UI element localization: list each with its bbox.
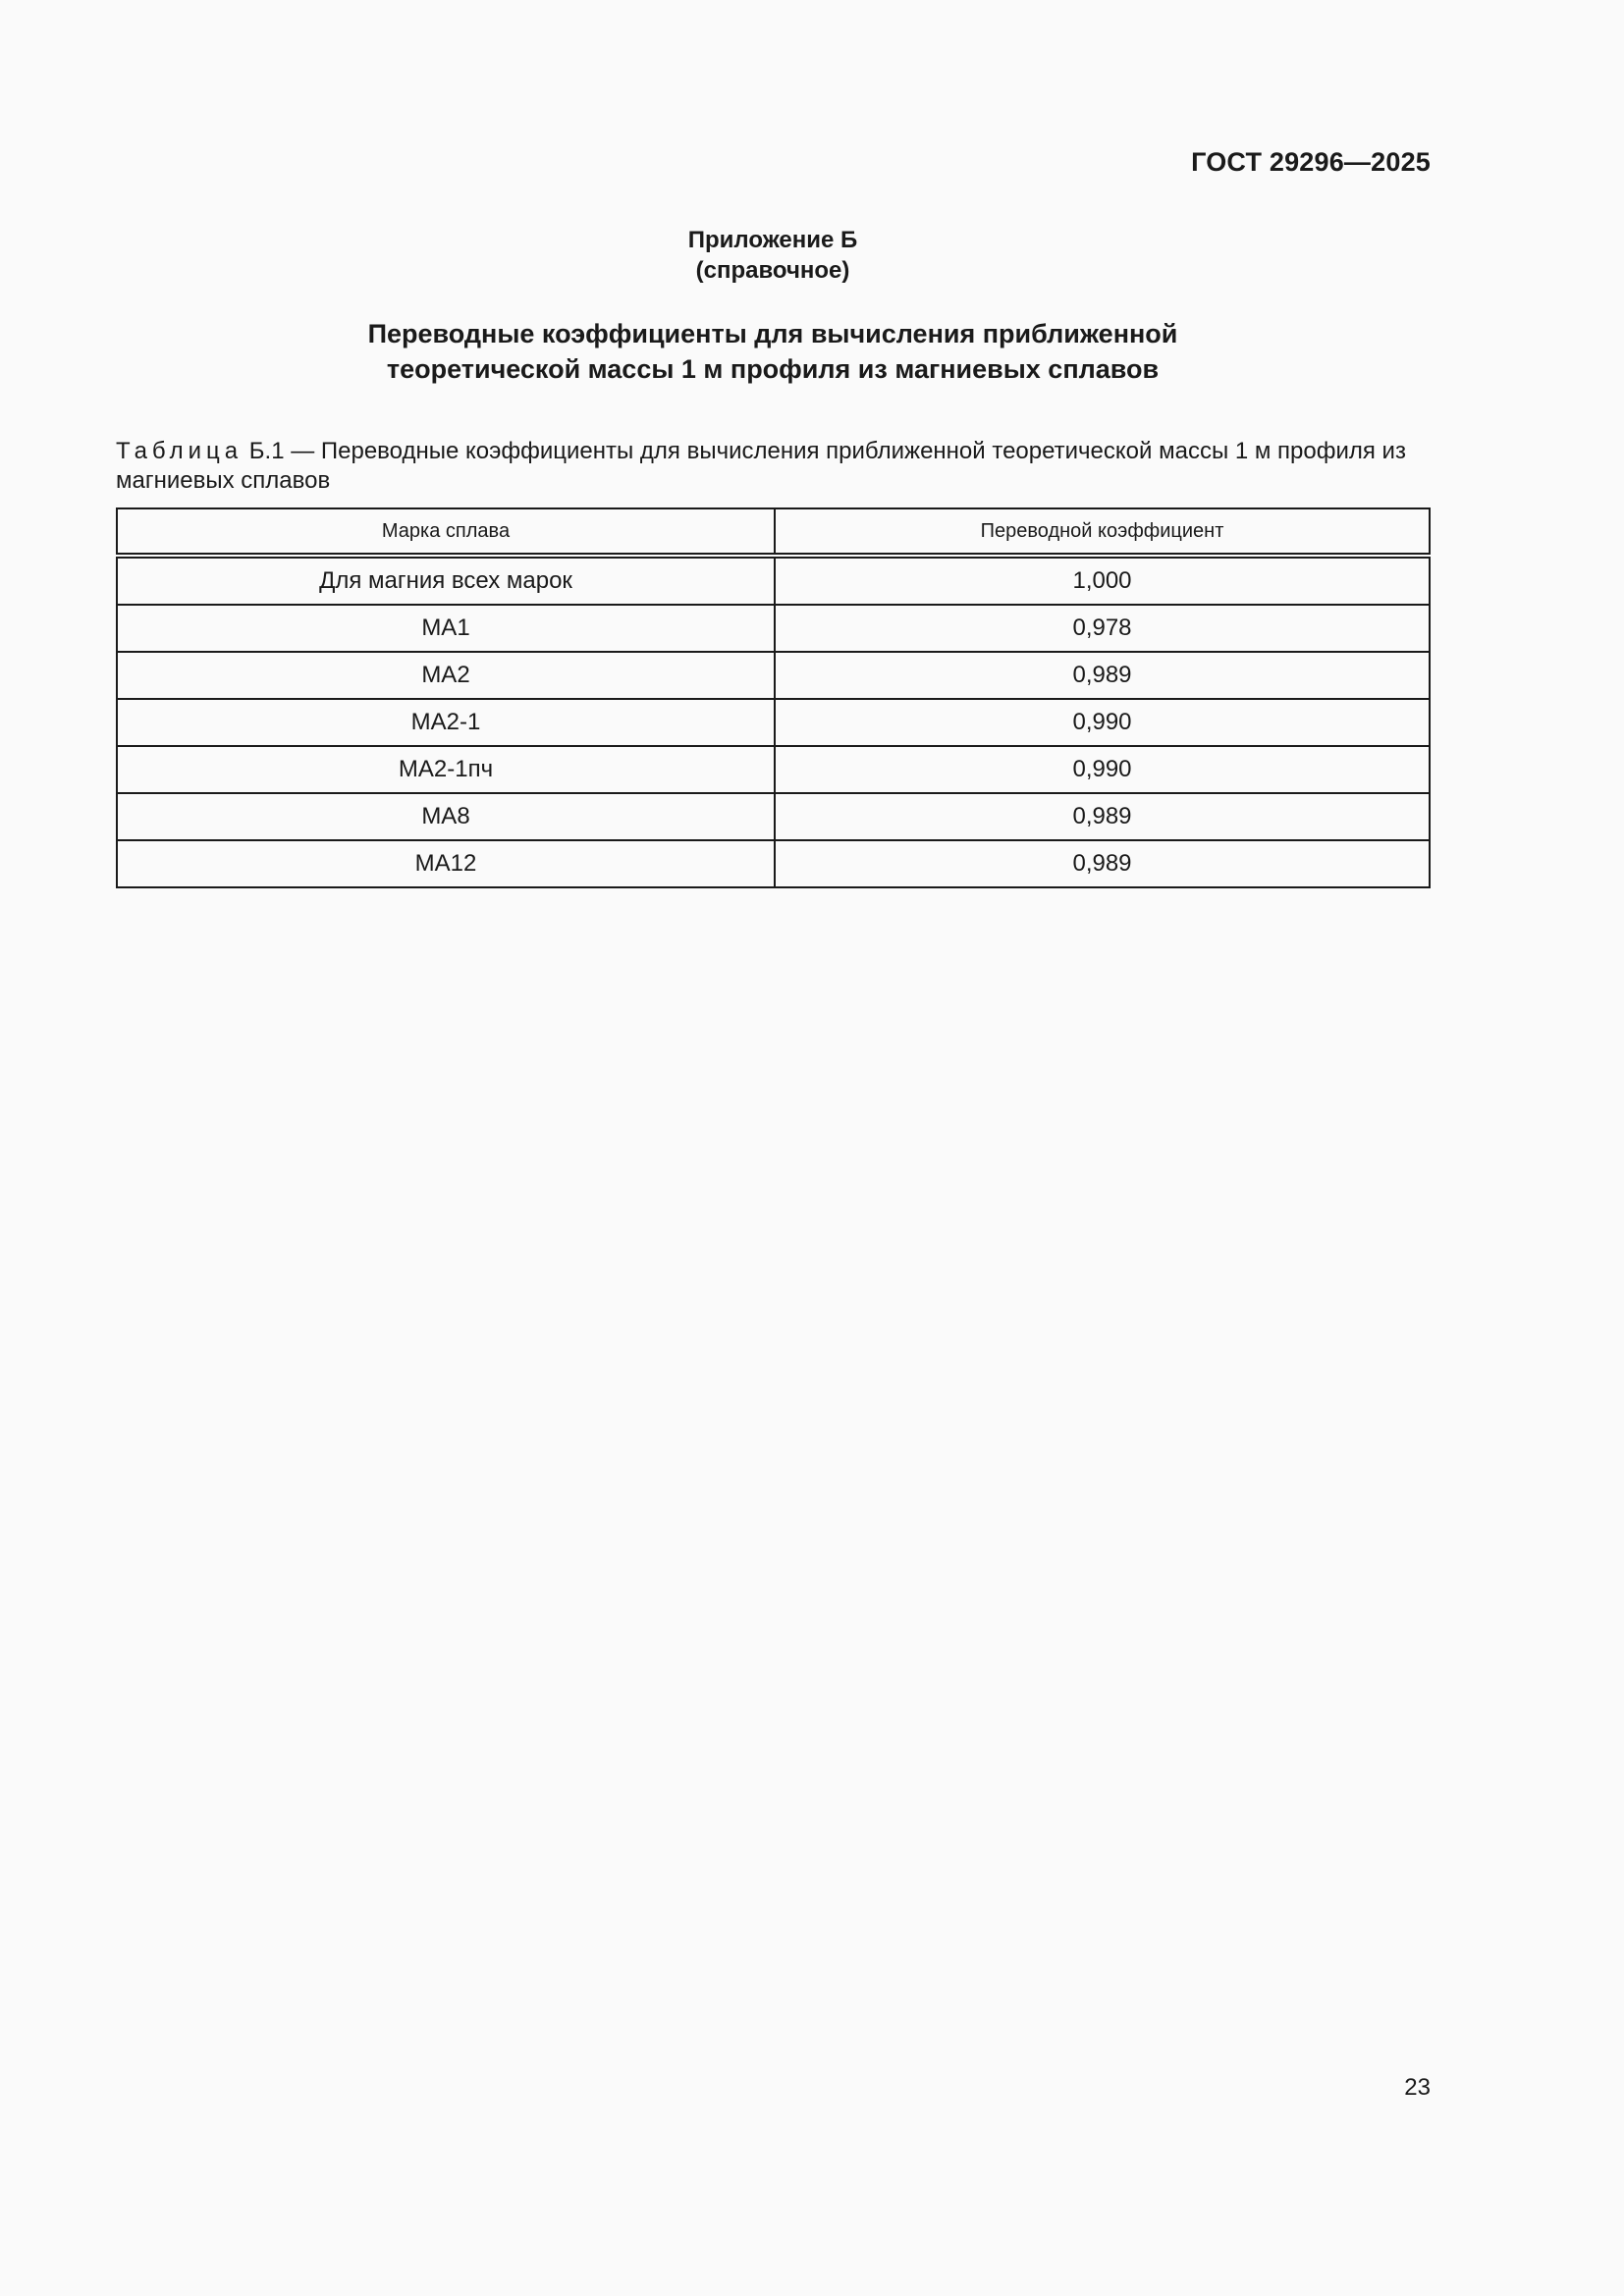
appendix-subtitle: (справочное)	[695, 257, 850, 284]
alloy-grade-cell: МА1	[117, 605, 775, 652]
coefficient-cell: 1,000	[775, 556, 1430, 605]
coefficient-cell: 0,989	[775, 793, 1430, 840]
table-row	[117, 746, 1430, 793]
section-title-line-2: теоретической массы 1 м профиля из магниевых сплавов	[386, 354, 1160, 384]
table-row	[117, 699, 1430, 746]
alloy-grade-cell: МА2-1	[117, 699, 775, 746]
appendix-heading	[0, 225, 1545, 286]
alloy-grade-cell: МА2-1пч	[117, 746, 775, 793]
coefficient-cell: 0,978	[775, 605, 1430, 652]
coefficient-cell: 0,989	[775, 840, 1430, 887]
document-code: ГОСТ 29296—2025	[1191, 147, 1431, 177]
table-row	[117, 556, 1430, 605]
alloy-grade-cell: МА8	[117, 793, 775, 840]
alloy-grade-cell: МА2	[117, 652, 775, 699]
alloy-grade-cell: МА12	[117, 840, 775, 887]
coefficient-cell: 0,989	[775, 652, 1430, 699]
conversion-coefficients-table	[116, 507, 1431, 888]
table-row	[117, 605, 1430, 652]
coefficient-cell: 0,990	[775, 699, 1430, 746]
table-caption-label: Таблица	[116, 438, 244, 464]
coefficient-cell: 0,990	[775, 746, 1430, 793]
table-row	[117, 652, 1430, 699]
table-caption-text: Б.1 — Переводные коэффициенты для вычисления приближенной теоретической массы 1 м профиля из магниевых сплавов	[116, 438, 1406, 494]
table-row	[117, 840, 1430, 887]
table-row	[117, 793, 1430, 840]
section-title	[0, 316, 1545, 387]
page-number: 23	[1404, 2074, 1431, 2101]
header-coefficient: Переводной коэффициент	[775, 508, 1430, 556]
table-caption	[116, 437, 1432, 496]
section-title-line-1: Переводные коэффициенты для вычисления приближенной	[367, 319, 1178, 348]
appendix-title: Приложение Б	[687, 227, 858, 253]
header-alloy-grade: Марка сплава	[117, 508, 775, 556]
table-header-row	[117, 508, 1430, 556]
alloy-grade-cell: Для магния всех марок	[117, 556, 775, 605]
